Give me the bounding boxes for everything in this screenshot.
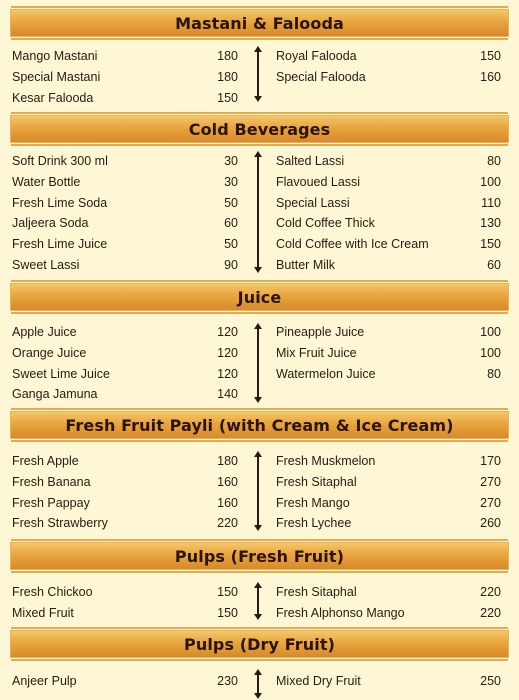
item-name: Fresh Mango [276,495,350,510]
column-divider [257,157,259,267]
item-name: Salted Lassi [276,154,345,168]
menu-item [12,151,238,171]
menu-item [276,472,501,492]
section-title: Pulps (Dry Fruit) [184,634,335,654]
item-price: 150 [480,237,501,252]
menu-item [276,151,501,171]
item-name: Fresh Lime Soda [12,195,108,210]
item-price: 100 [480,325,501,339]
item-price: 160 [217,495,238,510]
menu-item [12,213,238,233]
item-price: 50 [224,195,238,210]
item-name: Kesar Falooda [12,90,94,105]
item-name: Flavoued Lassi [276,174,361,189]
item-price: 80 [487,154,501,168]
item-price: 160 [217,474,238,489]
item-name: Fresh Apple [12,454,79,468]
menu-item [12,671,238,691]
menu-item [276,193,501,213]
item-name: Fresh Strawberry [12,516,108,531]
item-name: Sweet Lassi [12,258,80,272]
item-name: Fresh Sitaphal [276,474,357,489]
item-price: 50 [224,237,238,252]
item-price: 60 [224,216,238,231]
column-divider [257,457,259,525]
item-price: 100 [480,345,501,360]
item-name: Fresh Pappay [12,495,90,510]
item-price: 270 [480,495,501,510]
item-price: 220 [217,516,238,531]
item-name: Ganga Jamuna [12,387,98,402]
section-banner [11,116,508,142]
item-name: Mango Mastani [12,49,98,63]
item-price: 260 [480,516,501,531]
menu-item [12,88,238,108]
item-name: Special Lassi [276,195,350,210]
item-name: Anjeer Pulp [12,674,77,688]
section-banner [11,631,508,657]
item-price: 230 [217,674,238,688]
item-name: Apple Juice [12,325,77,339]
menu-item [12,493,238,513]
menu-item [276,513,501,533]
menu-item [276,172,501,192]
item-name: Sweet Lime Juice [12,366,110,381]
item-name: Watermelon Juice [276,366,376,381]
item-name: Pineapple Juice [276,325,365,339]
menu-item [12,193,238,213]
item-name: Mixed Fruit [12,605,74,620]
column-divider [257,588,259,614]
item-price: 130 [480,216,501,231]
menu-item [12,67,238,87]
menu-item [276,46,501,66]
item-price: 150 [217,90,238,105]
menu-item [12,603,238,623]
item-price: 220 [480,605,501,620]
menu-item [12,472,238,492]
menu-item [12,582,238,602]
item-name: Fresh Chickoo [12,585,93,599]
item-price: 180 [217,454,238,468]
item-name: Mixed Dry Fruit [276,674,361,688]
section-title: Cold Beverages [188,119,331,139]
menu-item [12,513,238,533]
item-price: 170 [480,454,501,468]
menu-item [276,67,501,87]
menu-item [12,255,238,275]
item-name: Fresh Lime Juice [12,237,108,252]
item-price: 180 [217,69,238,84]
section-banner [11,284,508,310]
item-price: 110 [481,195,501,210]
section-title: Mastani & Falooda [175,13,344,33]
menu-item [276,671,501,691]
menu-item [276,322,501,342]
item-price: 220 [480,585,501,599]
menu-item [276,213,501,233]
item-price: 150 [217,585,238,599]
menu-item [276,603,501,623]
item-name: Orange Juice [12,345,87,360]
section-banner [11,412,508,438]
menu-item [12,46,238,66]
menu-item [12,451,238,471]
item-price: 120 [217,325,238,339]
column-divider [257,675,259,693]
column-divider [257,52,259,96]
item-price: 250 [480,674,501,688]
item-price: 120 [217,345,238,360]
menu-item [12,364,238,384]
section-banner [11,10,508,36]
menu-item [276,255,501,275]
item-name: Soft Drink 300 ml [12,154,108,168]
item-price: 120 [217,366,238,381]
item-price: 30 [224,174,238,189]
item-price: 140 [217,387,238,402]
section-title: Juice [237,287,282,307]
item-name: Mix Fruit Juice [276,345,357,360]
item-price: 90 [224,258,238,272]
item-name: Fresh Sitaphal [276,585,357,599]
item-name: Special Falooda [276,69,366,84]
menu-item [12,234,238,254]
item-name: Cold Coffee with Ice Cream [276,237,429,252]
item-price: 100 [480,174,501,189]
menu-item [276,343,501,363]
item-name: Royal Falooda [276,49,357,63]
item-price: 160 [480,69,501,84]
menu-item [12,322,238,342]
menu-item [12,343,238,363]
column-divider [257,329,259,397]
item-name: Cold Coffee Thick [276,216,375,231]
item-price: 180 [217,49,238,63]
item-name: Water Bottle [12,174,81,189]
item-name: Butter Milk [276,258,336,272]
item-name: Special Mastani [12,69,101,84]
item-price: 150 [480,49,501,63]
item-name: Jaljeera Soda [12,216,89,231]
item-price: 60 [487,258,501,272]
menu-item [276,364,501,384]
menu-item [12,384,238,404]
section-banner [11,543,508,569]
menu-item [276,493,501,513]
menu-item [276,451,501,471]
item-price: 270 [480,474,501,489]
item-price: 80 [487,366,501,381]
item-name: Fresh Banana [12,474,91,489]
item-price: 150 [217,605,238,620]
item-price: 30 [224,154,238,168]
section-title: Fresh Fruit Payli (with Cream & Ice Cream) [65,415,454,435]
item-name: Fresh Lychee [276,516,352,531]
item-name: Fresh Alphonso Mango [276,605,405,620]
menu-item [276,582,501,602]
menu-item [12,172,238,192]
section-title: Pulps (Fresh Fruit) [174,546,345,566]
item-name: Fresh Muskmelon [276,454,376,468]
menu-item [276,234,501,254]
